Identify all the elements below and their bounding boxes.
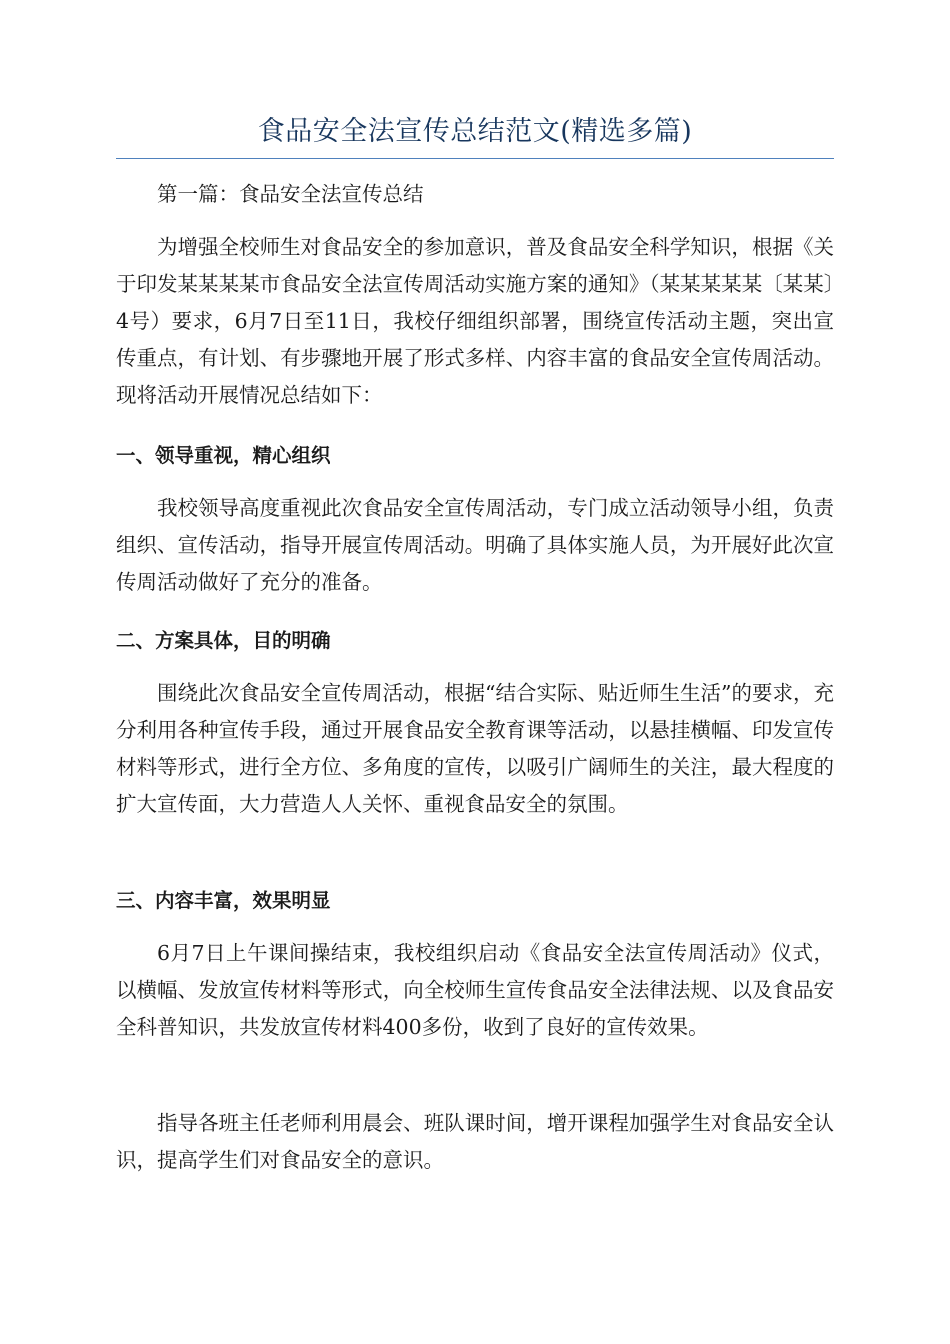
section-1-paragraph-1: 我校领导高度重视此次食品安全宣传周活动，专门成立活动领导小组，负责组织、宣传活动，指导开展宣传周活动。明确了具体实施人员，为开展好此次宣传周活动做好了充分的准备。: [116, 496, 834, 594]
section-heading-1: 一、领导重视，精心组织: [116, 444, 331, 467]
intro-paragraph: 为增强全校师生对食品安全的参加意识，普及食品安全科学知识，根据《关于印发某某某某市食品安全法宣传周活动实施方案的通知》（某某某某某〔某某〕4号）要求，6月7日至11日，我校仔细组织部署，围绕宣传活动主题，突出宣传重点，有计划、有步骤地开展了形式多样、内容丰富的食品安全宣传周活动。现将活动开展情况总结如下：: [116, 235, 834, 407]
section-3-paragraph-1: 6月7日上午课间操结束，我校组织启动《食品安全法宣传周活动》仪式，以横幅、发放宣传材料等形式，向全校师生宣传食品安全法律法规、以及食品安全科普知识，共发放宣传材料400多份，收到了良好的宣传效果。: [116, 941, 834, 1039]
section-heading-3: 三、内容丰富，效果明显: [116, 889, 331, 912]
document-subtitle: 第一篇：食品安全法宣传总结: [157, 182, 424, 206]
section-3-paragraph-2: 指导各班主任老师利用晨会、班队课时间，增开课程加强学生对食品安全认识，提高学生们对食品安全的意识。: [116, 1111, 834, 1172]
title-block: [116, 112, 834, 159]
section-2-paragraph-1: 围绕此次食品安全宣传周活动，根据“结合实际、贴近师生生活”的要求，充分利用各种宣传手段，通过开展食品安全教育课等活动，以悬挂横幅、印发宣传材料等形式，进行全方位、多角度的宣传，以吸引广阔师生的关注，最大程度的扩大宣传面，大力营造人人关怀、重视食品安全的氛围。: [116, 681, 834, 816]
document-title: 食品安全法宣传总结范文(精选多篇): [257, 116, 693, 147]
section-heading-2: 二、方案具体，目的明确: [116, 629, 331, 652]
